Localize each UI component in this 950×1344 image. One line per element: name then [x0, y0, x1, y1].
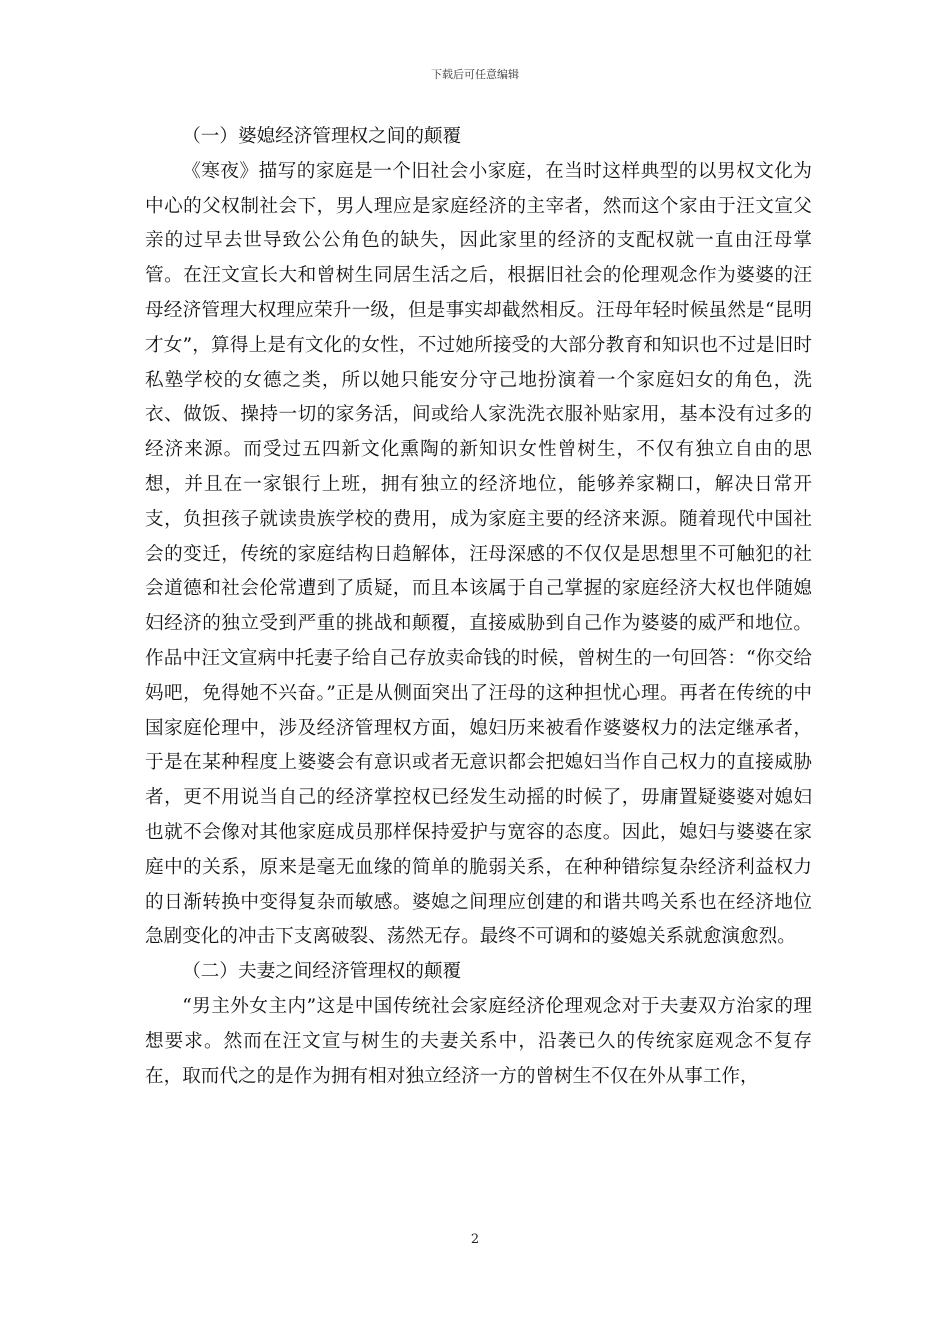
section-heading-1: （一）婆媳经济管理权之间的颠覆: [182, 126, 462, 147]
document-body: [145, 120, 812, 1094]
paragraph-2: “男主外女主内”这是中国传统社会家庭经济伦理观念对于夫妻双方治家的理想要求。然而在汪文宣与树生的夫妻关系中，沿袭已久的传统家庭观念不复存在，取而代之的是作为拥有相对独立经济一方的曾树生不仅在外从事工作，: [145, 995, 812, 1087]
page-header: 下载后可任意编辑: [431, 68, 519, 81]
paragraph-1: 《寒夜》描写的家庭是一个旧社会小家庭，在当时这样典型的以男权文化为中心的父权制社会下，男人理应是家庭经济的主宰者，然而这个家由于汪文宣父亲的过早去世导致公公角色的缺失，因此家里的经济的支配权就一直由汪母掌管。在汪文宣长大和曾树生同居生活之后，根据旧社会的伦理观念作为婆婆的汪母经济管理大权理应荣升一级，但是事实却截然相反。汪母年轻时候虽然是“昆明才女”，算得上是有文化的女性，不过她所接受的大部分教育和知识也不过是旧时私塾学校的女德之类，所以她只能安分守己地扮演着一个家庭妇女的角色，洗衣、做饭、操持一切的家务活，间或给人家洗洗衣服补贴家用，基本没有过多的经济来源。而受过五四新文化熏陶的新知识女性曾树生，不仅有独立自由的思想，并且在一家银行上班，拥有独立的经济地位，能够养家糊口，解决日常开支，负担孩子就读贵族学校的费用，成为家庭主要的经济来源。随着现代中国社会的变迁，传统的家庭结构日趋解体，汪母深感的不仅仅是思想里不可触犯的社会道德和社会伦常遭到了质疑，而且本该属于自己掌握的家庭经济大权也伴随媳妇经济的独立受到严重的挑战和颠覆，直接威胁到自己作为婆婆的威严和地位。作品中汪文宣病中托妻子给自己存放卖命钱的时候，曾树生的一句回答：“你交给妈吧，免得她不兴奋。”正是从侧面突出了汪母的这种担忧心理。再者在传统的中国家庭伦理中，涉及经济管理权方面，媳妇历来被看作婆婆权力的法定继承者，于是在某种程度上婆婆会有意识或者无意识都会把媳妇当作自己权力的直接威胁者，更不用说当自己的经济掌控权已经发生动摇的时候了，毋庸置疑婆婆对媳妇也就不会像对其他家庭成员那样保持爱护与宽容的态度。因此，媳妇与婆婆在家庭中的关系，原来是毫无血缘的简单的脆弱关系，在种种错综复杂经济利益权力的日渐转换中变得复杂而敏感。婆媳之间理应创建的和谐共鸣关系也在经济地位急剧变化的冲击下支离破裂、荡然无存。最终不可调和的婆媳关系就愈演愈烈。: [145, 160, 812, 948]
page-number: 2: [470, 1232, 480, 1247]
section-heading-2: （二）夫妻之间经济管理权的颠覆: [182, 961, 462, 983]
